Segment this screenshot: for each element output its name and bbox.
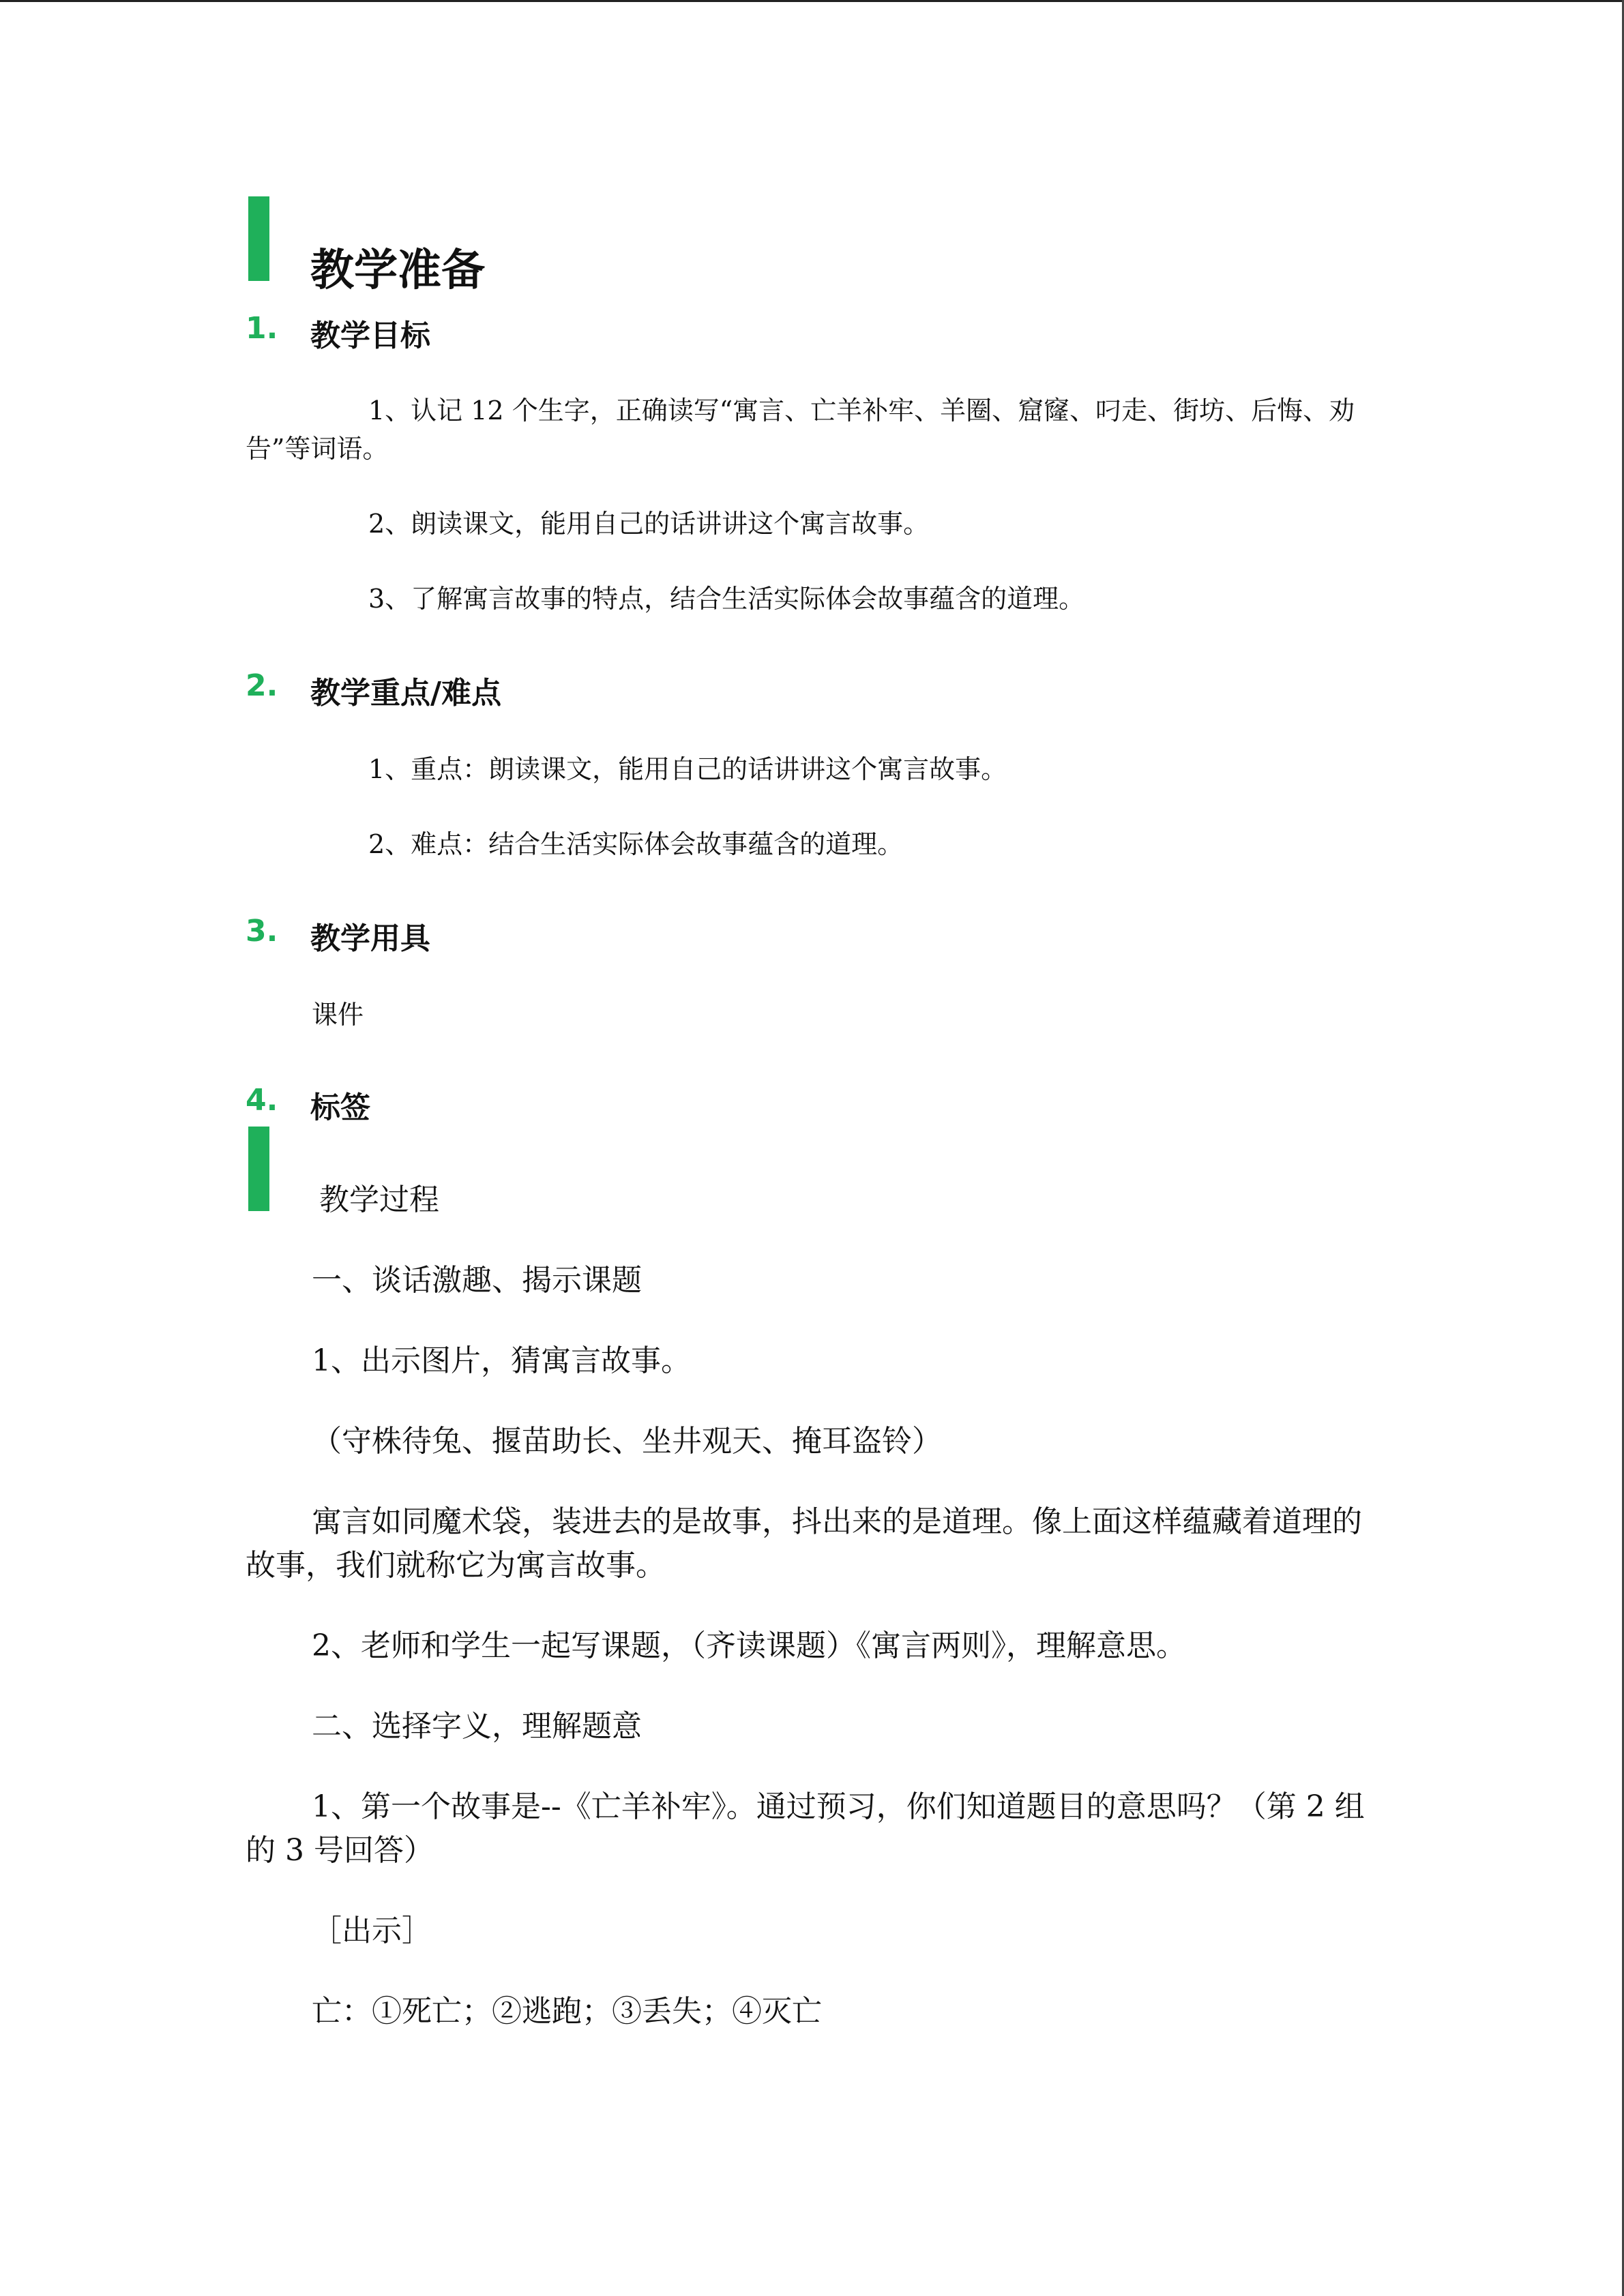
process-paragraph: 1、出示图片，猜寓言故事。 [312,1343,691,1378]
section-2-title: 教学重点/难点 [310,676,502,711]
prep-title: 教学准备 [310,245,485,296]
keypoint-2: 2、难点：结合生活实际体会故事蕴含的道理。 [368,829,904,859]
section-1-number: 1. [246,311,278,346]
section-accent-bar [248,196,269,281]
page-top-border [0,0,1624,2]
goal-1: 1、认记 12 个生字，正确读写“寓言、亡羊补牢、羊圈、窟窿、叼走、街坊、后悔、劝告”等词语。 [246,396,1355,464]
keypoint-1: 1、重点：朗读课文，能用自己的话讲讲这个寓言故事。 [368,754,1007,784]
process-paragraph: ［出示］ [312,1913,432,1948]
section-3-number: 3. [246,914,278,949]
process-accent-bar [248,1127,269,1211]
process-paragraph: 二、选择字义，理解题意 [312,1709,642,1744]
process-paragraph: 一、谈话激趣、揭示课题 [312,1263,642,1298]
goal-2: 2、朗读课文，能用自己的话讲讲这个寓言故事。 [368,509,930,539]
section-2-number: 2. [246,668,278,703]
section-4-title: 标签 [310,1090,370,1125]
process-paragraph: 寓言如同魔术袋，装进去的是故事，抖出来的是道理。像上面这样蕴藏着道理的故事，我们就称它为寓言故事。 [246,1504,1362,1583]
process-paragraph: 1、第一个故事是--《亡羊补牢》。通过预习，你们知道题目的意思吗？（第 2 组的 3 号回答） [246,1789,1365,1868]
section-1-title: 教学目标 [310,318,430,353]
tools-text: 课件 [312,1000,364,1030]
goal-3: 3、了解寓言故事的特点，结合生活实际体会故事蕴含的道理。 [368,584,1085,614]
process-paragraph: 2、老师和学生一起写课题，（齐读课题）《寓言两则》，理解意思。 [312,1628,1186,1663]
process-title: 教学过程 [319,1182,439,1217]
section-4-number: 4. [246,1083,278,1118]
process-paragraph: 亡：①死亡；②逃跑；③丢失；④灭亡 [312,1994,822,2029]
section-3-title: 教学用具 [310,921,430,956]
process-paragraph: （守株待兔、揠苗助长、坐井观天、掩耳盗铃） [312,1424,942,1459]
